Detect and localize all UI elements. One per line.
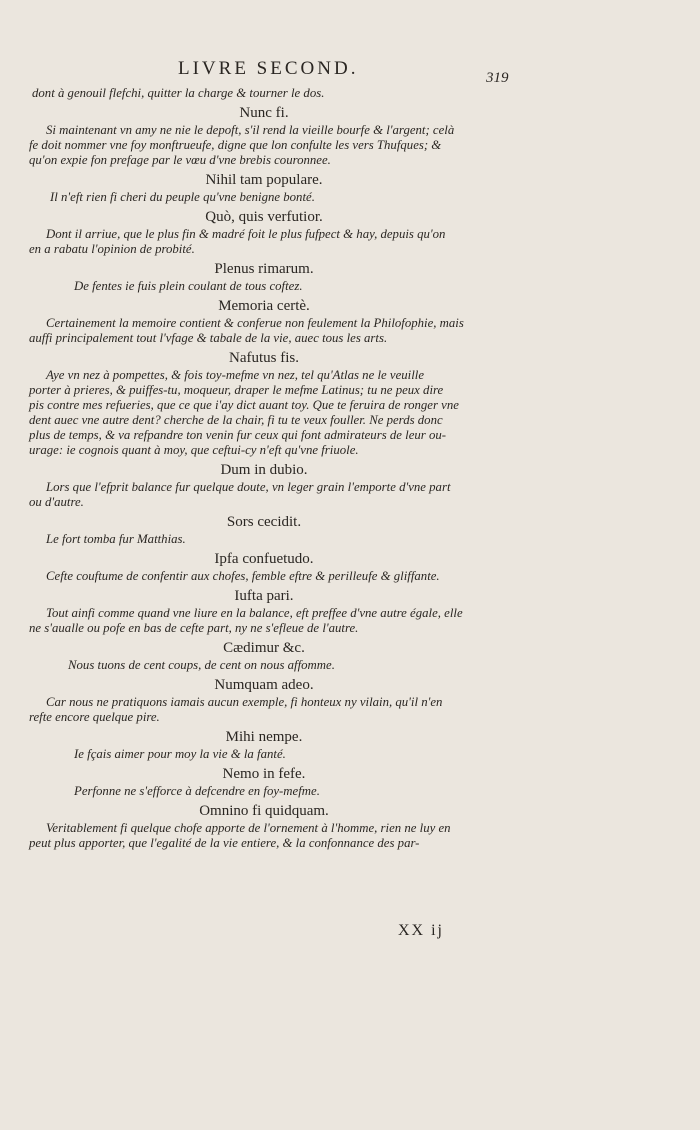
latin-quote-line: Dum in dubio. — [220, 462, 308, 478]
translation-line: ou d'autre. — [29, 495, 84, 509]
translation-line: auffi principalement tout l'vfage & tabale de la vie, auec tous les arts. — [29, 331, 388, 345]
latin-quote-line: Quò, quis verfutior. — [205, 209, 323, 225]
translation-line: Lors que l'efprit balance fur quelque doute, vn leger grain l'emporte d'vne part — [46, 480, 451, 494]
translation-line: dont à genouil flefchi, quitter la charge & tourner le dos. — [32, 86, 325, 100]
translation-line: Aye vn nez à pompettes, & fois toy-mefme vn nez, tel qu'Atlas ne le veuille — [46, 368, 425, 382]
signature-mark: XX ij — [398, 922, 444, 939]
translation-line: Nous tuons de cent coups, de cent on nous affomme. — [68, 658, 335, 672]
latin-quote-line: Numquam adeo. — [214, 677, 314, 693]
latin-quote-line: Iufta pari. — [234, 588, 294, 604]
latin-quote-line: Plenus rimarum. — [214, 261, 314, 277]
latin-quote-line: Ipfa confuetudo. — [214, 551, 314, 567]
translation-line: Cefte couftume de confentir aux chofes, femble eftre & perilleufe & gliffante. — [46, 569, 440, 583]
translation-line: Certainement la memoire contient & conferue non feulement la Philofophie, mais — [46, 316, 464, 330]
translation-line: pis contre mes refueries, que ce que i'ay dict auant toy. Que te feruira de ronger vne — [29, 398, 459, 412]
translation-line: refte encore quelque pire. — [29, 710, 160, 724]
translation-line: Perfonne ne s'efforce à defcendre en foy-mefme. — [74, 784, 320, 798]
translation-line: Ie fçais aimer pour moy la vie & la fanté. — [74, 747, 286, 761]
translation-line: Tout ainfi comme quand vne liure en la balance, eft preffee d'vne autre égale, elle — [46, 606, 463, 620]
translation-line: De fentes ie fuis plein coulant de tous coftez. — [74, 279, 303, 293]
latin-quote-line: Nunc fi. — [239, 105, 289, 121]
translation-line: dent auec vne autre dent? cherche de la chair, fi tu te veux fouller. Ne perds donc — [29, 413, 443, 427]
latin-quote-line: Sors cecidit. — [226, 514, 302, 530]
translation-line: Veritablement fi quelque chofe apporte de l'ornement à l'homme, rien ne luy en — [46, 821, 451, 835]
running-title: LIVRE SECOND. — [178, 58, 359, 79]
latin-quote-line: Cædimur &c. — [223, 640, 305, 656]
translation-line: ne s'aualle ou pofe en bas de cefte part, ny ne s'efleue de l'autre. — [29, 621, 359, 635]
page-header — [0, 58, 700, 86]
translation-line: plus de temps, & va refpandre ton venin fur ceux qui font admirateurs de leur ou- — [29, 428, 447, 442]
latin-quote-line: Nihil tam populare. — [205, 172, 323, 188]
translation-line: urage: ie cognois quant à moy, que ceftui-cy n'eft qu'vne friuole. — [29, 443, 359, 457]
translation-line: fe doit nommer vne foy monftrueufe, digne que lon confulte les vers Thufques; & — [29, 138, 442, 152]
translation-line: Dont il arriue, que le plus fin & madré foit le plus fufpect & hay, depuis qu'on — [46, 227, 446, 241]
translation-line: porter à prieres, & puiffes-tu, moqueur, draper le mefme Latinus; tu ne peux dire — [29, 383, 444, 397]
page-number: 319 — [486, 70, 509, 86]
latin-quote-line: Nemo in fefe. — [222, 766, 306, 782]
latin-quote-line: Mihi nempe. — [225, 729, 303, 745]
latin-quote-line: Omnino fi quidquam. — [199, 803, 329, 819]
translation-line: Si maintenant vn amy ne nie le depoft, s'il rend la vieille bourfe & l'argent; celà — [46, 123, 455, 137]
translation-line: qu'on expie fon prefage par le vœu d'vne brebis couronnee. — [29, 153, 331, 167]
translation-line: Il n'eft rien fi cheri du peuple qu'vne benigne bonté. — [50, 190, 315, 204]
latin-quote-line: Nafutus fis. — [229, 350, 299, 366]
page-body — [24, 86, 504, 851]
translation-line: en a rabatu l'opinion de probité. — [29, 242, 195, 256]
translation-line: Le fort tomba fur Matthias. — [46, 532, 186, 546]
translation-line: Car nous ne pratiquons iamais aucun exemple, fi honteux ny vilain, qu'il n'en — [46, 695, 443, 709]
latin-quote-line: Memoria certè. — [218, 298, 310, 314]
translation-line: peut plus apporter, que l'egalité de la vie entiere, & la confonnance des par- — [29, 836, 420, 850]
